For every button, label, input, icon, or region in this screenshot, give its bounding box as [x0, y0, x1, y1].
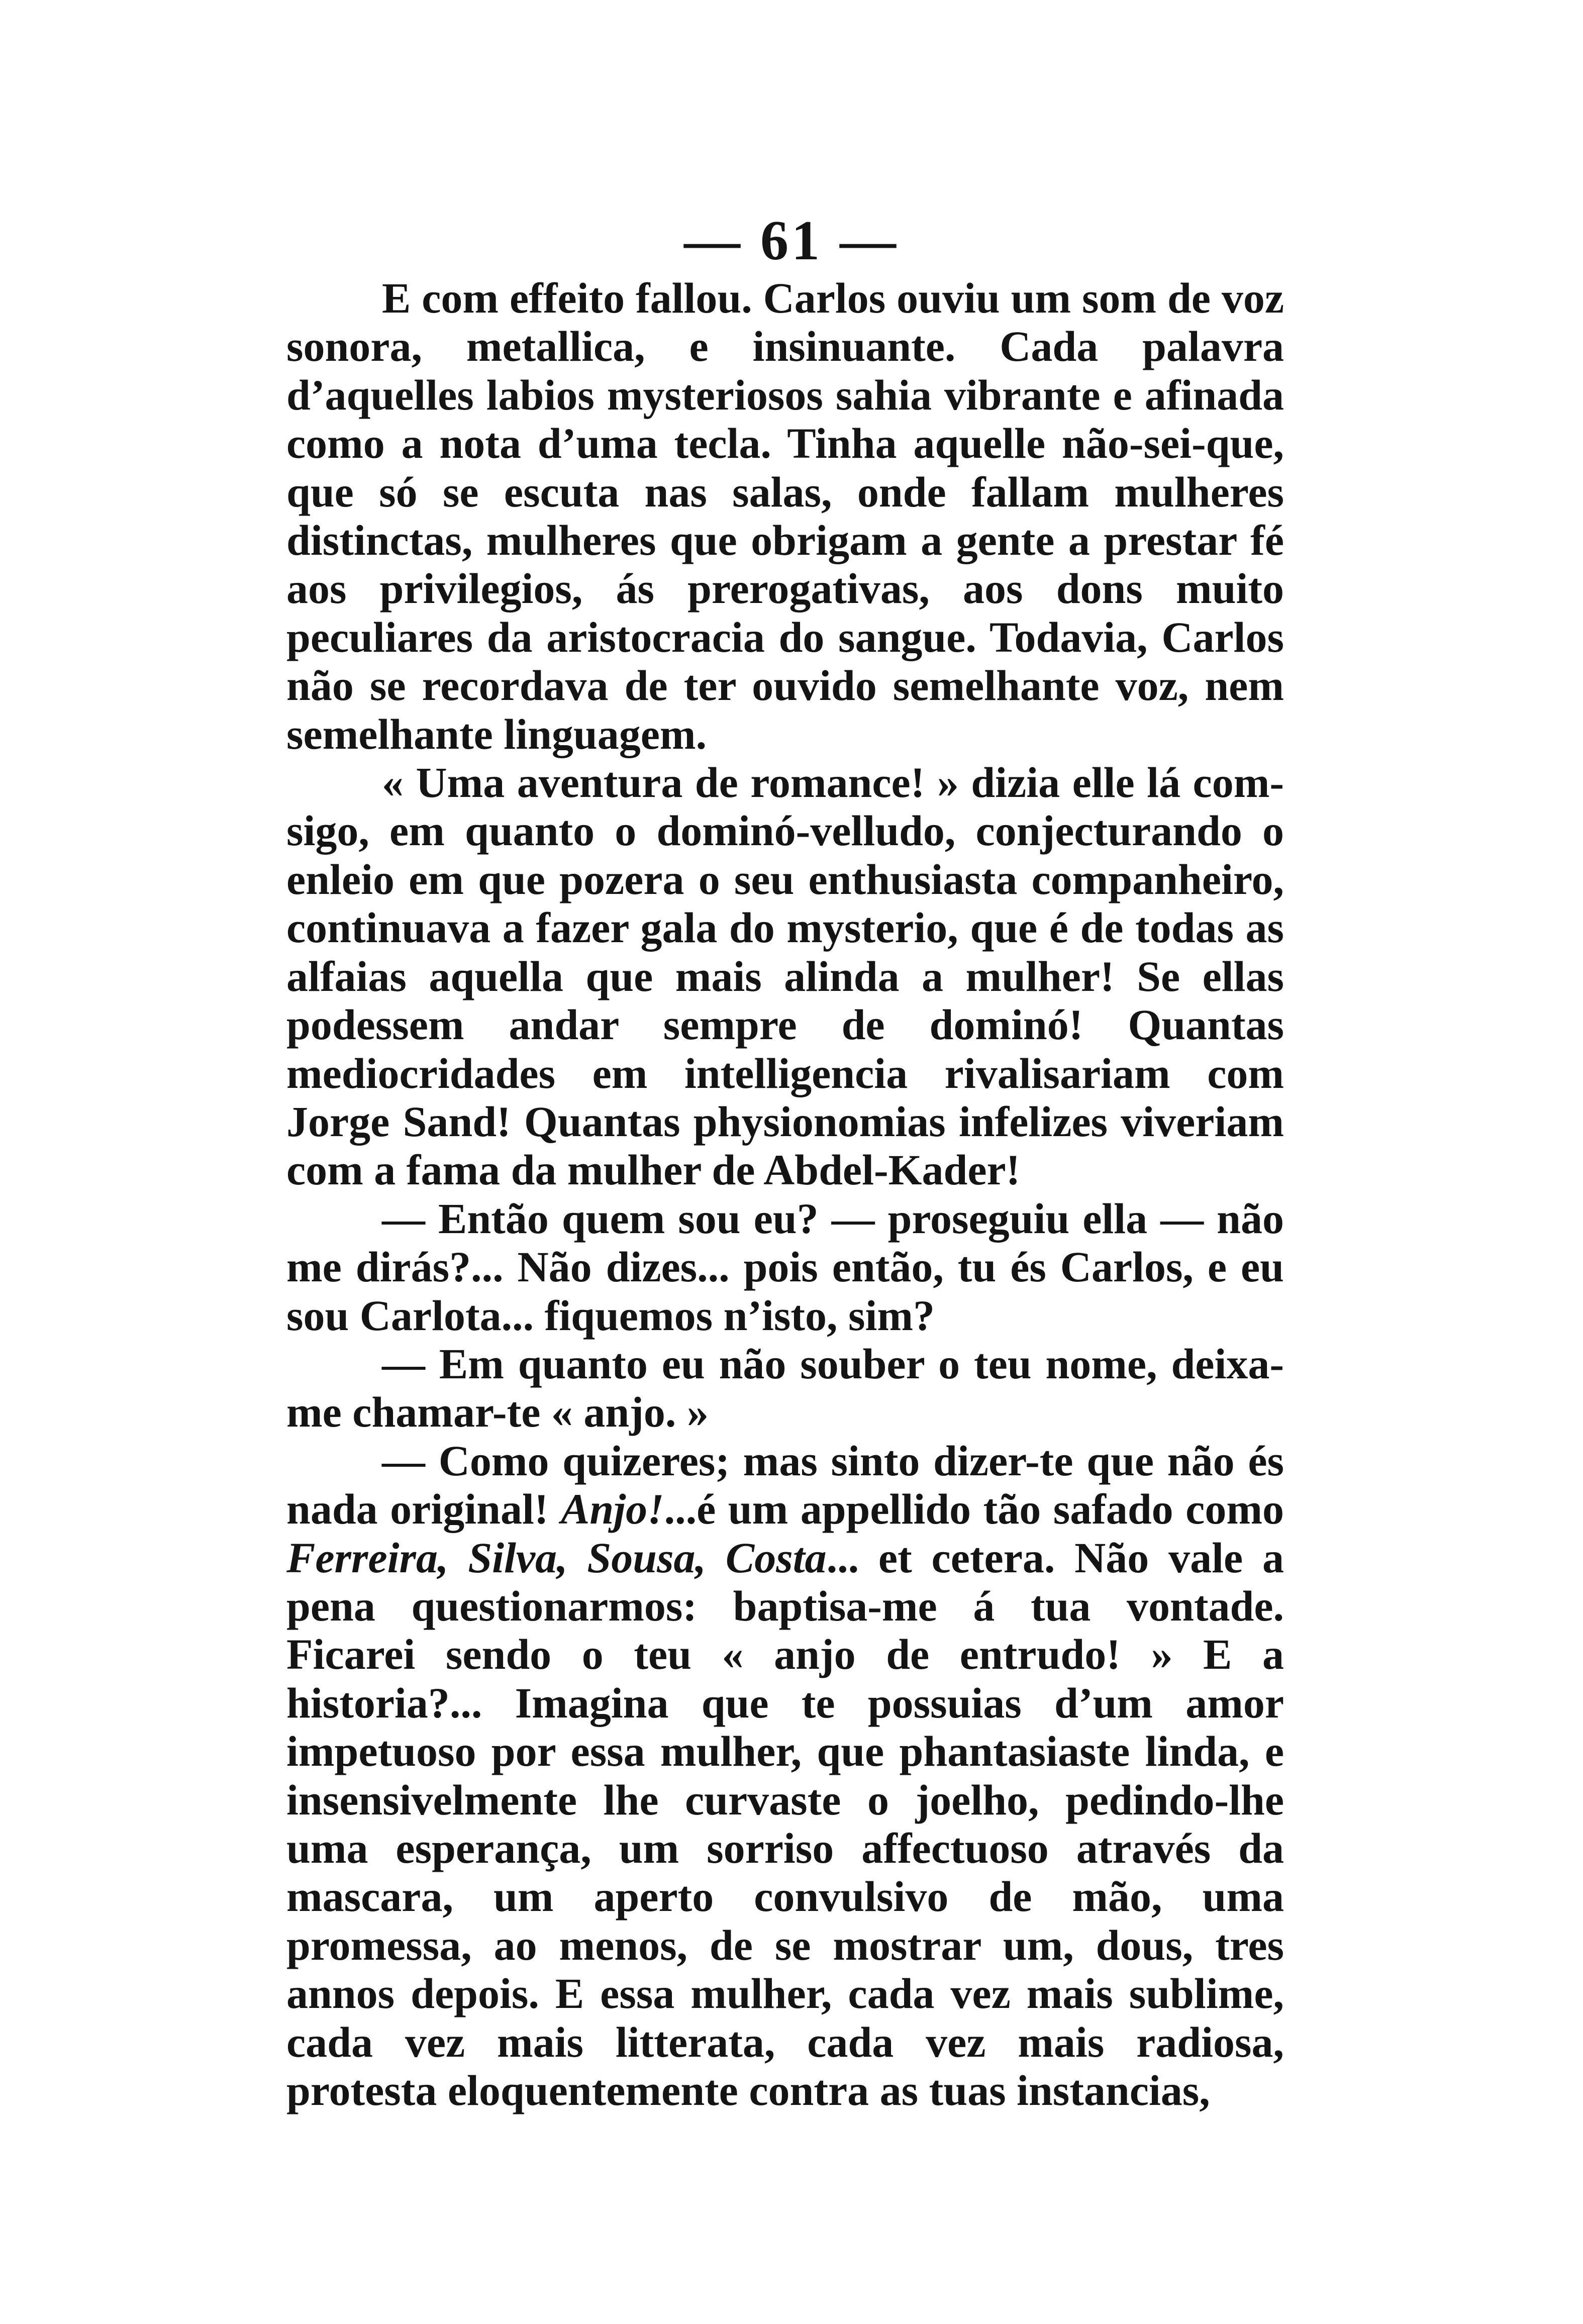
paragraph [286, 758, 1284, 1194]
text-run: « Uma aventura de romance! » dizia elle lá comsigo, em quanto o dominó-velludo, conjecturando o enleio em que pozera o seu enthusiasta companheiro, continuava a fazer gala do mysterio, que é de todas as alfaias aquella que mais alinda a mulher! Se ellas podessem andar sempre de dominó! Quantas mediocridades em intelligencia rivalisariam com Jorge Sand! Quantas physionomias infelizes viveriam com a fama da mulher de Abdel-Kader! [286, 758, 1284, 1194]
paragraph [286, 1437, 1284, 2115]
text-run: ... et cetera. Não vale a pena questionarmos: baptisa-me á tua vontade. Ficarei sendo o teu « anjo de entrudo! » E a historia?... Imagina que te possuias d’um amor impetuoso por essa mulher, que phantasiaste linda, e insensivelmente lhe curvaste o joelho, pedindo-lhe uma esperança, um sorriso affectuoso através da mascara, um aperto convulsivo de mão, uma promessa, ao menos, de se mostrar um, dous, tres annos depois. E essa mulher, cada vez mais sublime, cada vez mais litterata, cada vez mais radiosa, protesta eloquentemente contra as tuas instancias, [286, 1533, 1284, 2115]
paragraph [286, 274, 1284, 758]
italic-text-run: Ferreira, Silva, Sousa, Costa [286, 1533, 827, 1582]
text-run: — Então quem sou eu? — proseguiu ella — não me dirás?... Não dizes... pois então, tu és Carlos, e eu sou Carlota... fiquemos n’isto, sim? [286, 1194, 1284, 1340]
paragraph [286, 1194, 1284, 1340]
text-run: — Como quizeres; mas sinto dizer-te que não és nada original! [286, 1436, 1284, 1534]
page-number: — 61 — [684, 210, 899, 272]
paragraph [286, 1340, 1284, 1437]
body-text [286, 274, 1284, 2114]
text-run: E com effeito fallou. Carlos ouviu um som de voz sonora, metallica, e insinuante. Cada palavra d’aquelles labios mysteriosos sahia vibrante e afinada como a nota d’uma tecla. Tinha aquelle não-sei-que, que só se escuta nas salas, onde fallam mulheres distinctas, mulheres que obrigam a gente a prestar fé aos privilegios, ás prerogativas, aos dons muito peculiares da aristocracia do sangue. Todavia, Carlos não se recordava de ter ouvido semelhante voz, nem semelhante linguagem. [286, 274, 1284, 758]
text-run: — Em quanto eu não souber o teu nome, deixame chamar-te « anjo. » [286, 1339, 1284, 1437]
text-run: ...é um appellido tão safado como [664, 1485, 1284, 1534]
italic-text-run: Anjo! [561, 1485, 664, 1534]
